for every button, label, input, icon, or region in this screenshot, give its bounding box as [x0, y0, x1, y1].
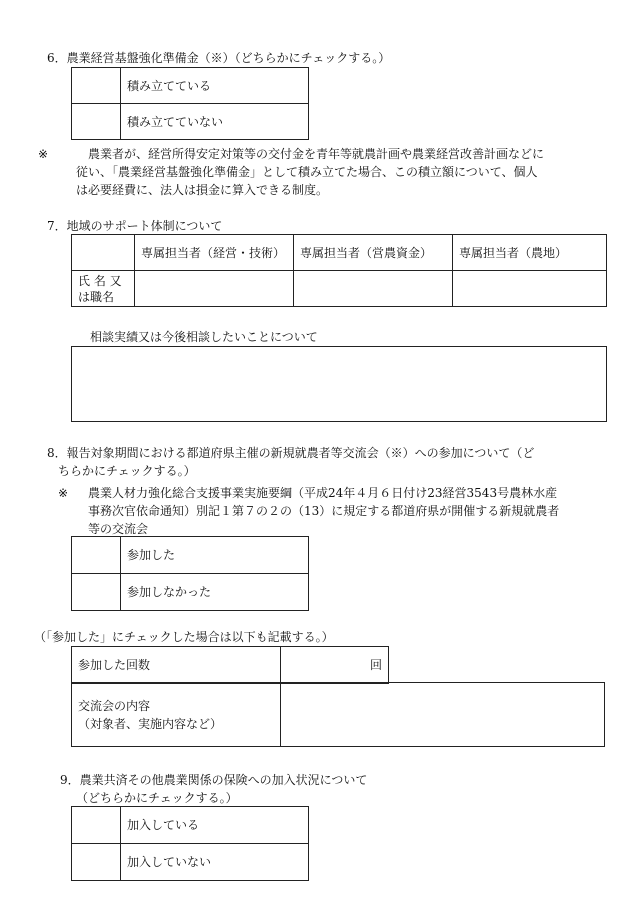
checkbox-cell-not-reserved[interactable] — [72, 104, 121, 140]
option-participated: 参加した — [121, 537, 309, 574]
exchange-meeting-note — [88, 484, 610, 538]
note-mark: ※ — [58, 486, 69, 500]
content-label-line: 交流会の内容 — [78, 698, 151, 713]
consultation-textbox[interactable] — [71, 346, 607, 422]
col-header-farmland: 専属担当者（農地） — [453, 235, 607, 271]
support-staff-table — [71, 234, 607, 307]
exchange-content-label — [72, 683, 281, 747]
note-line: 事務次官依命通知）別記１第７の２の（13）に規定する都道府県が開催する新規就農者 — [88, 504, 560, 518]
content-label-line: （対象者、実施内容など） — [78, 716, 223, 731]
option-reserved: 積み立てている — [121, 68, 309, 104]
exchange-participation-checklist — [71, 536, 309, 611]
exchange-content-table — [71, 682, 605, 747]
reserve-fund-checklist — [71, 67, 309, 140]
row-label-name — [72, 271, 135, 307]
note-line: 従い、「農業経営基盤強化準備金」として積み立てた場合、この積立額について、個人 — [76, 165, 538, 179]
reserve-fund-note — [76, 145, 616, 199]
section-8-heading-line1: 8．報告対象期間における都道府県主催の新規就農者等交流会（※）への参加について（ど — [47, 446, 535, 460]
participation-count-field[interactable] — [281, 647, 389, 684]
checkbox-cell-participated[interactable] — [72, 537, 121, 574]
participation-count-label: 参加した回数 — [72, 647, 281, 684]
name-cell-finance[interactable] — [294, 271, 453, 307]
note-line: 農業人材力強化総合支援事業実施要綱（平成24年４月６日付け23経営3543号農林水産 — [88, 486, 558, 500]
header-blank-cell — [72, 235, 135, 271]
option-insured: 加入している — [121, 807, 309, 844]
row-label-line: 氏 名 又 — [78, 273, 122, 288]
participation-count-table — [71, 646, 389, 684]
note-line: 等の交流会 — [88, 522, 149, 536]
consultation-label: 相談実績又は今後相談したいことについて — [90, 330, 318, 344]
count-unit: 回 — [369, 658, 382, 672]
name-cell-farmland[interactable] — [453, 271, 607, 307]
section-9-heading-line2: （どちらかにチェックする。） — [76, 791, 238, 805]
checkbox-cell-insured[interactable] — [72, 807, 121, 844]
checkbox-cell-reserved[interactable] — [72, 68, 121, 104]
participation-followup-note: （「参加した」にチェックした場合は以下も記載する。） — [34, 630, 334, 644]
exchange-content-field[interactable] — [281, 683, 605, 747]
name-cell-management[interactable] — [135, 271, 294, 307]
note-line: 農業者が、経営所得安定対策等の交付金を青年等就農計画や農業経営改善計画などに — [76, 147, 545, 161]
section-9-heading-line1: 9．農業共済その他農業関係の保険への加入状況について — [60, 773, 368, 787]
note-line: は必要経費に、法人は損金に算入できる制度。 — [76, 183, 329, 197]
section-7-heading: 7．地域のサポート体制について — [47, 219, 223, 233]
option-not-insured: 加入していない — [121, 844, 309, 881]
checkbox-cell-not-insured[interactable] — [72, 844, 121, 881]
col-header-finance: 専属担当者（営農資金） — [294, 235, 453, 271]
note-mark: ※ — [38, 147, 49, 161]
section-8-heading-line2: ちらかにチェックする。） — [58, 464, 196, 478]
section-6-heading: 6．農業経営基盤強化準備金（※）（どちらかにチェックする。） — [47, 51, 391, 65]
option-not-participated: 参加しなかった — [121, 574, 309, 611]
checkbox-cell-not-participated[interactable] — [72, 574, 121, 611]
option-not-reserved: 積み立てていない — [121, 104, 309, 140]
col-header-management: 専属担当者（経営・技術） — [135, 235, 294, 271]
row-label-line: は職名 — [78, 289, 115, 304]
insurance-checklist — [71, 806, 309, 881]
